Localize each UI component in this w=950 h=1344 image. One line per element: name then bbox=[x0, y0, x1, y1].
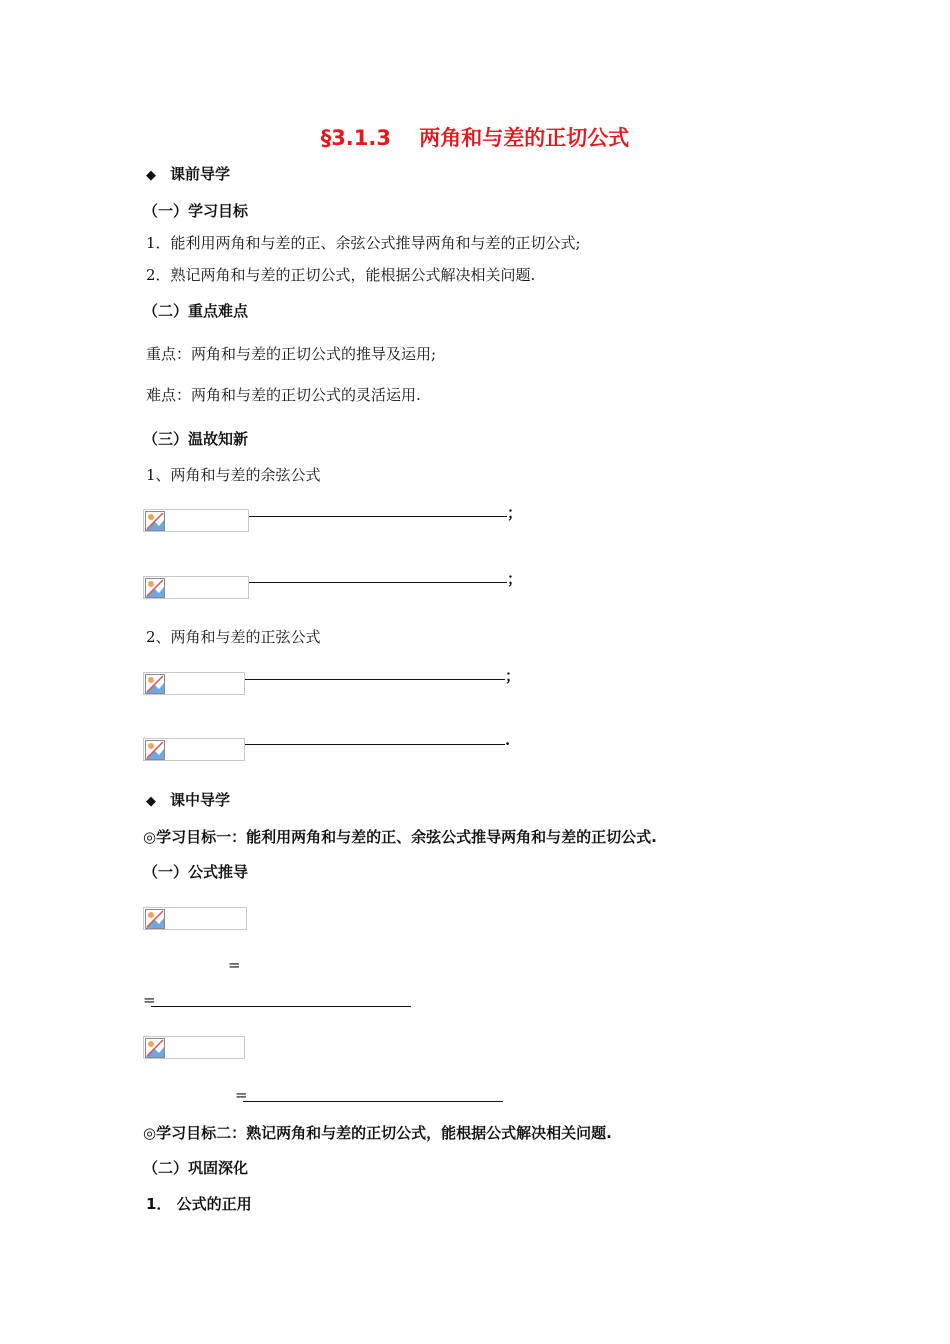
objectives-heading: （一）学习目标 bbox=[143, 202, 249, 220]
learning-goal-2: ◎学习目标二：熟记两角和与差的正切公式，能根据公式解决相关问题. bbox=[143, 1124, 612, 1142]
section-heading: 课前导学 bbox=[170, 165, 231, 183]
broken-image-icon bbox=[145, 674, 165, 694]
objective-1: 1．能利用两角和与差的正、余弦公式推导两角和与差的正切公式; bbox=[146, 234, 581, 252]
item-forward-use: 1． 公式的正用 bbox=[146, 1195, 252, 1213]
consolidate-heading: （二）巩固深化 bbox=[143, 1159, 249, 1177]
formula-image-placeholder bbox=[143, 672, 245, 695]
broken-image-icon bbox=[145, 578, 165, 598]
semicolon: ； bbox=[507, 570, 523, 588]
keypoints-heading: （二）重点难点 bbox=[143, 302, 249, 320]
answer-blank[interactable] bbox=[249, 582, 507, 583]
formula-image-placeholder bbox=[143, 907, 247, 930]
page-title: §3.1.3 两角和与差的正切公式 bbox=[320, 126, 630, 150]
equals-sign: = bbox=[235, 1086, 248, 1104]
formula-image-placeholder bbox=[143, 738, 245, 761]
broken-image-icon bbox=[145, 740, 165, 760]
learning-goal-1: ◎学习目标一：能利用两角和与差的正、余弦公式推导两角和与差的正切公式. bbox=[143, 828, 657, 846]
broken-image-icon bbox=[145, 511, 165, 531]
equals-sign: = bbox=[143, 991, 156, 1009]
answer-blank[interactable] bbox=[151, 1006, 411, 1007]
broken-image-icon bbox=[145, 1038, 165, 1058]
answer-blank[interactable] bbox=[245, 744, 505, 745]
section-heading: 课中导学 bbox=[170, 791, 231, 809]
equals-sign: = bbox=[228, 956, 241, 974]
derivation-heading: （一）公式推导 bbox=[143, 863, 249, 881]
diamond-bullet-icon: ◆ bbox=[146, 794, 156, 809]
broken-image-icon bbox=[145, 909, 165, 929]
cosine-label: 1、两角和与差的余弦公式 bbox=[146, 466, 321, 484]
answer-blank[interactable] bbox=[245, 679, 505, 680]
section-pre-class bbox=[146, 163, 230, 184]
sine-label: 2、两角和与差的正弦公式 bbox=[146, 628, 321, 646]
answer-blank[interactable] bbox=[249, 516, 507, 517]
section-in-class bbox=[146, 789, 230, 810]
semicolon: ； bbox=[507, 504, 523, 522]
formula-image-placeholder bbox=[143, 576, 249, 599]
semicolon: ； bbox=[505, 667, 521, 685]
diamond-bullet-icon: ◆ bbox=[146, 168, 156, 183]
formula-image-placeholder bbox=[143, 1036, 245, 1059]
formula-image-placeholder bbox=[143, 509, 249, 532]
review-heading: （三）温故知新 bbox=[143, 430, 249, 448]
objective-2: 2．熟记两角和与差的正切公式，能根据公式解决相关问题. bbox=[146, 266, 536, 284]
difficulty-text: 难点：两角和与差的正切公式的灵活运用. bbox=[146, 386, 421, 404]
keypoint-text: 重点：两角和与差的正切公式的推导及运用; bbox=[146, 345, 437, 363]
period: . bbox=[505, 731, 511, 749]
answer-blank[interactable] bbox=[243, 1101, 503, 1102]
